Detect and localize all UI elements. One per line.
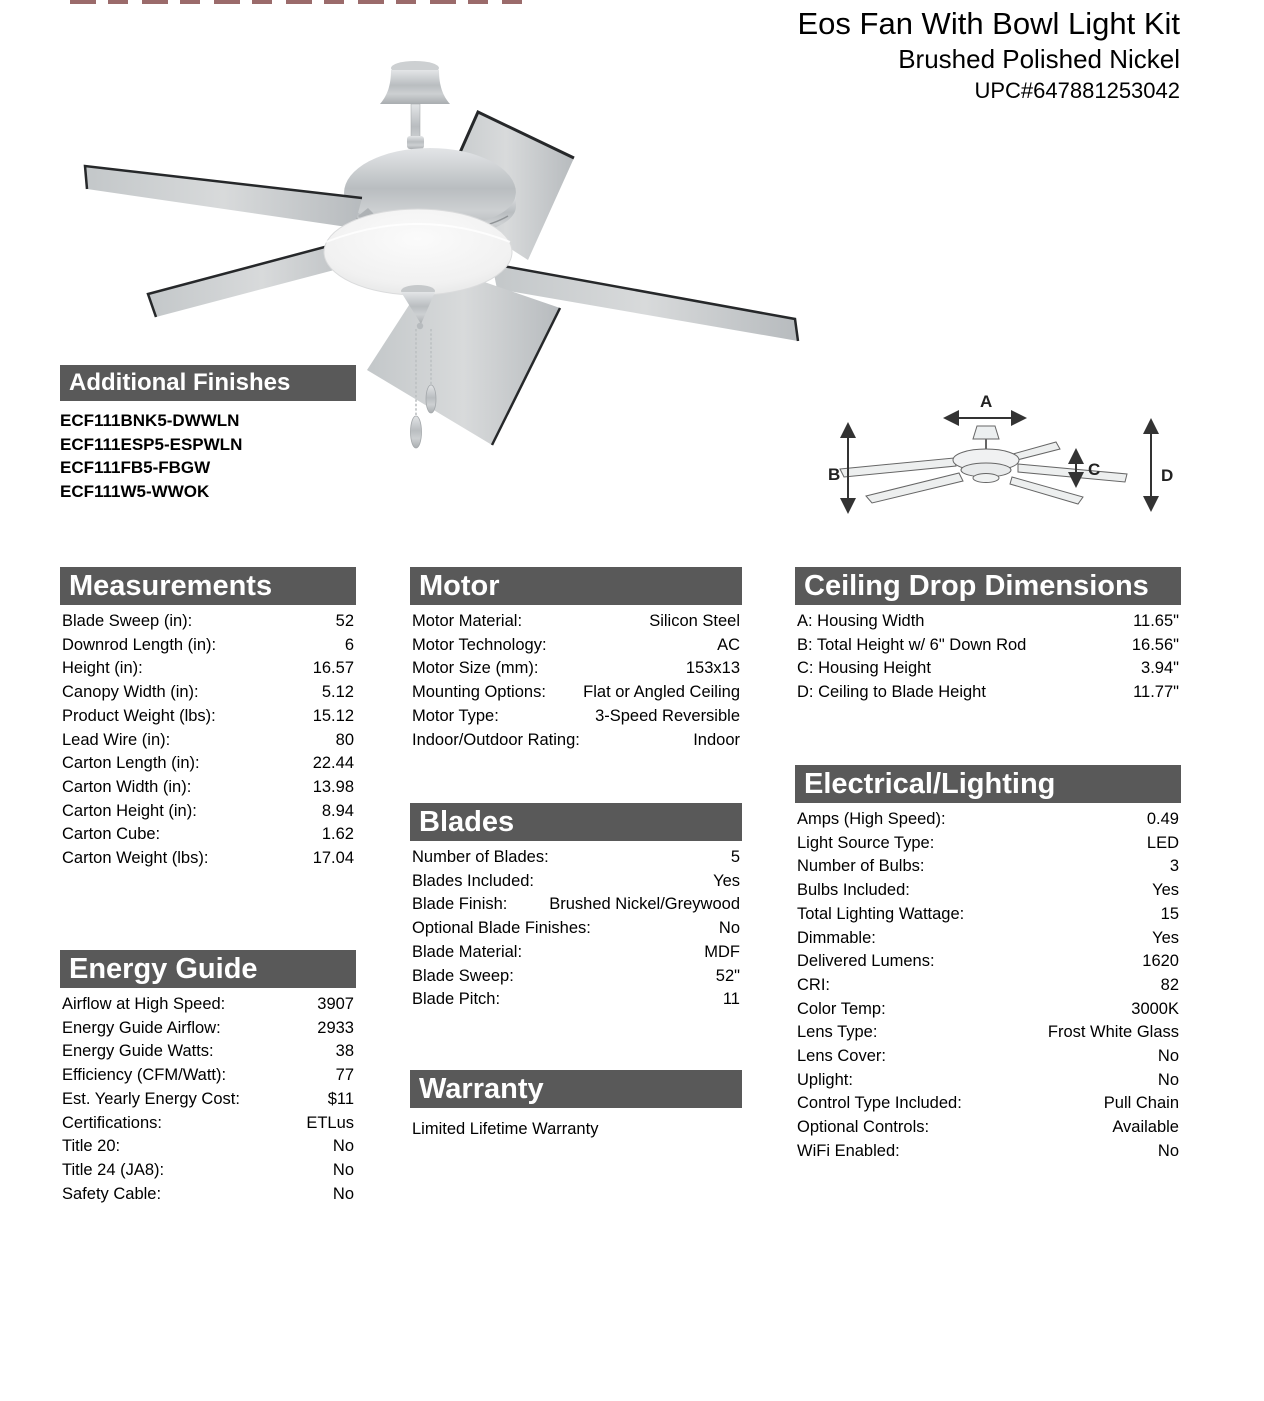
spec-label: WiFi Enabled: (797, 1141, 900, 1160)
spec-row (795, 1140, 1181, 1164)
spec-value: Yes (713, 871, 740, 890)
fan-canopy-downrod (380, 61, 450, 159)
spec-value: 3 (1169, 857, 1179, 876)
spec-row (795, 1116, 1181, 1140)
finish-model: ECF111FB5-FBGW (60, 458, 211, 477)
spec-row (410, 870, 742, 894)
spec-value: 13.98 (312, 777, 354, 796)
spec-row (795, 1045, 1181, 1069)
section-header-measurements: Measurements (60, 567, 356, 605)
product-upc: UPC#647881253042 (974, 78, 1180, 103)
spec-label: Carton Height (in): (62, 801, 197, 820)
finish-model: ECF111W5-WWOK (60, 481, 210, 501)
spec-label: Uplight: (797, 1070, 853, 1089)
spec-value: No (1157, 1141, 1179, 1160)
spec-row (410, 705, 742, 729)
spec-row (60, 705, 356, 729)
spec-label: Mounting Options: (412, 683, 546, 702)
spec-row (410, 988, 742, 1012)
spec-row (60, 823, 356, 847)
spec-label: Dimmable: (797, 928, 876, 947)
spec-value: 3000K (1131, 999, 1179, 1018)
spec-value: No (332, 1137, 354, 1156)
ceiling-drop-section (795, 567, 1181, 705)
spec-value: 16.56" (1131, 635, 1179, 654)
spec-label: Motor Type: (412, 706, 499, 725)
spec-label: B: Total Height w/ 6" Down Rod (797, 635, 1027, 654)
spec-value: 1620 (1142, 952, 1179, 971)
spec-value: 8.94 (321, 801, 354, 820)
spec-value: 15.12 (312, 706, 354, 725)
spec-row (410, 917, 742, 941)
spec-row (795, 657, 1181, 681)
spec-row (410, 729, 742, 753)
blades-table (410, 846, 742, 1012)
spec-value: 15 (1160, 904, 1179, 923)
spec-row (410, 965, 742, 989)
blades-section (410, 803, 742, 1012)
spec-value: No (718, 919, 740, 938)
spec-row (60, 993, 356, 1017)
spec-label: Blades Included: (412, 871, 535, 890)
spec-label: Carton Width (in): (62, 777, 192, 796)
measurements-section (60, 567, 356, 871)
cropped-header-text-remnant (70, 0, 522, 4)
spec-label: Number of Bulbs: (797, 857, 925, 876)
spec-label: Airflow at High Speed: (62, 995, 226, 1013)
spec-label: Control Type Included: (797, 1094, 962, 1113)
spec-label: Motor Size (mm): (412, 659, 539, 678)
spec-row (410, 634, 742, 658)
spec-row (60, 1183, 356, 1207)
spec-label: Lens Cover: (797, 1047, 886, 1066)
spec-value: 77 (335, 1066, 354, 1085)
diagram-fan-sketch (840, 426, 1127, 504)
measurements-table (60, 610, 356, 871)
spec-label: Blade Material: (412, 942, 523, 961)
spec-label: Blade Finish: (412, 895, 508, 914)
warranty-section (410, 1070, 742, 1142)
spec-value: MDF (704, 942, 740, 961)
spec-label: D: Ceiling to Blade Height (797, 683, 986, 702)
spec-row (60, 752, 356, 776)
section-header-warranty: Warranty (410, 1070, 742, 1108)
spec-value: 6 (344, 635, 354, 654)
spec-label: Carton Length (in): (62, 754, 200, 773)
spec-value: 5 (730, 848, 740, 866)
spec-value: Yes (1152, 881, 1179, 900)
spec-value: 3907 (317, 995, 354, 1013)
spec-row (60, 776, 356, 800)
spec-row (410, 941, 742, 965)
additional-finishes-section (60, 365, 356, 503)
spec-value: Silicon Steel (649, 612, 740, 630)
section-header-additional-finishes: Additional Finishes (60, 365, 356, 401)
spec-value: No (332, 1160, 354, 1179)
spec-row (60, 610, 356, 634)
spec-value: 3.94" (1141, 659, 1179, 678)
spec-value: 52" (715, 966, 740, 985)
spec-row (795, 681, 1181, 705)
spec-label: Bulbs Included: (797, 881, 910, 900)
spec-row (795, 879, 1181, 903)
section-header-ceiling-drop: Ceiling Drop Dimensions (795, 567, 1181, 605)
spec-row (60, 1088, 356, 1112)
section-header-energy-guide: Energy Guide (60, 950, 356, 988)
spec-label: Title 20: (62, 1137, 121, 1156)
spec-row (795, 1069, 1181, 1093)
spec-row (60, 1112, 356, 1136)
motor-table (410, 610, 742, 752)
spec-label: Carton Weight (lbs): (62, 849, 209, 868)
electrical-lighting-table (795, 808, 1181, 1164)
spec-value: AC (717, 635, 740, 654)
spec-label: Blade Pitch: (412, 990, 501, 1009)
spec-label: Canopy Width (in): (62, 683, 199, 702)
spec-row (795, 1092, 1181, 1116)
spec-label: Delivered Lumens: (797, 952, 935, 971)
spec-row (60, 1040, 356, 1064)
spec-value: 16.57 (312, 659, 354, 678)
spec-row (60, 1135, 356, 1159)
spec-value: Frost White Glass (1047, 1023, 1179, 1042)
spec-value: 153x13 (685, 659, 740, 678)
energy-guide-section (60, 950, 356, 1206)
diagram-label-b: B (828, 465, 841, 484)
spec-row (410, 657, 742, 681)
product-finish: Brushed Polished Nickel (898, 44, 1180, 74)
spec-value: 11 (722, 990, 740, 1009)
spec-label: Motor Material: (412, 612, 523, 630)
ceiling-drop-table (795, 610, 1181, 705)
spec-row (795, 610, 1181, 634)
spec-row (60, 800, 356, 824)
spec-label: Blade Sweep: (412, 966, 514, 985)
section-header-blades: Blades (410, 803, 742, 841)
warranty-text: Limited Lifetime Warranty (412, 1120, 599, 1138)
spec-label: Carton Cube: (62, 825, 161, 844)
spec-row (795, 855, 1181, 879)
spec-value: 1.62 (321, 825, 354, 844)
section-header-motor: Motor (410, 567, 742, 605)
spec-value: Pull Chain (1103, 1094, 1179, 1113)
spec-value: 38 (335, 1042, 354, 1061)
spec-value: No (1157, 1047, 1179, 1066)
spec-label: CRI: (797, 975, 830, 994)
spec-value: Available (1112, 1118, 1179, 1137)
spec-label: Safety Cable: (62, 1184, 162, 1203)
spec-value: ETLus (306, 1113, 354, 1132)
finish-model: ECF111BNK5-DWWLN (60, 411, 240, 430)
spec-value: 2933 (317, 1018, 354, 1037)
spec-row (795, 974, 1181, 998)
spec-value: 0.49 (1146, 810, 1179, 828)
spec-row (60, 729, 356, 753)
spec-value: 3-Speed Reversible (595, 706, 740, 725)
spec-row (795, 927, 1181, 951)
energy-guide-table (60, 993, 356, 1206)
spec-label: Optional Blade Finishes: (412, 919, 591, 938)
spec-value: 82 (1160, 975, 1179, 994)
spec-label: Efficiency (CFM/Watt): (62, 1066, 227, 1085)
spec-label: A: Housing Width (797, 612, 925, 630)
spec-value: 80 (335, 730, 354, 749)
spec-label: Title 24 (JA8): (62, 1160, 165, 1179)
spec-label: Energy Guide Watts: (62, 1042, 214, 1061)
spec-value: Indoor (693, 730, 740, 749)
motor-section (410, 567, 742, 752)
spec-label: Product Weight (lbs): (62, 706, 216, 725)
spec-row (60, 681, 356, 705)
diagram-label-c: C (1088, 460, 1101, 479)
spec-row (795, 998, 1181, 1022)
spec-label: Color Temp: (797, 999, 886, 1018)
spec-value: Flat or Angled Ceiling (583, 683, 740, 702)
spec-row (795, 634, 1181, 658)
spec-value: Yes (1152, 928, 1179, 947)
finish-model: ECF111ESP5-ESPWLN (60, 434, 243, 454)
diagram-label-d: D (1161, 466, 1174, 485)
fan-blade-left (85, 166, 362, 228)
spec-label: Motor Technology: (412, 635, 547, 654)
spec-value: 52 (335, 612, 354, 630)
spec-row (795, 832, 1181, 856)
spec-value: 11.77" (1133, 683, 1179, 702)
spec-label: Number of Blades: (412, 848, 549, 866)
spec-label: Light Source Type: (797, 833, 935, 852)
spec-label: C: Housing Height (797, 659, 931, 678)
spec-row (60, 1159, 356, 1183)
electrical-lighting-section (795, 765, 1181, 1164)
spec-label: Est. Yearly Energy Cost: (62, 1089, 240, 1108)
spec-row (410, 681, 742, 705)
spec-label: Lead Wire (in): (62, 730, 171, 749)
spec-row (60, 1017, 356, 1041)
spec-label: Indoor/Outdoor Rating: (412, 730, 580, 749)
spec-row (795, 950, 1181, 974)
spec-row (795, 903, 1181, 927)
ceiling-drop-diagram (820, 385, 1180, 525)
spec-row (410, 610, 742, 634)
spec-value: Brushed Nickel/Greywood (549, 895, 740, 914)
spec-value: No (1157, 1070, 1179, 1089)
spec-row (410, 893, 742, 917)
spec-label: Blade Sweep (in): (62, 612, 193, 630)
spec-row (795, 1021, 1181, 1045)
spec-row (60, 847, 356, 871)
spec-row (60, 634, 356, 658)
spec-row (410, 846, 742, 870)
diagram-label-a: A (980, 392, 993, 411)
spec-label: Amps (High Speed): (797, 810, 946, 828)
spec-value: $11 (327, 1089, 354, 1108)
spec-label: Energy Guide Airflow: (62, 1018, 221, 1037)
spec-label: Optional Controls: (797, 1118, 930, 1137)
spec-label: Lens Type: (797, 1023, 878, 1042)
spec-value: 17.04 (312, 849, 354, 868)
spec-row (60, 657, 356, 681)
product-header (798, 5, 1181, 105)
spec-value: LED (1146, 833, 1179, 852)
fan-bowl-light (324, 209, 512, 295)
spec-label: Total Lighting Wattage: (797, 904, 965, 923)
spec-value: 11.65" (1133, 612, 1179, 630)
spec-value: 5.12 (321, 683, 354, 702)
finish-model-list (60, 409, 356, 503)
spec-value: 22.44 (312, 754, 354, 773)
spec-row (795, 808, 1181, 832)
spec-row (60, 1064, 356, 1088)
spec-label: Downrod Length (in): (62, 635, 217, 654)
section-header-electrical-lighting: Electrical/Lighting (795, 765, 1181, 803)
product-title: Eos Fan With Bowl Light Kit (797, 6, 1180, 41)
spec-value: No (332, 1184, 354, 1203)
spec-label: Certifications: (62, 1113, 162, 1132)
spec-label: Height (in): (62, 659, 143, 678)
